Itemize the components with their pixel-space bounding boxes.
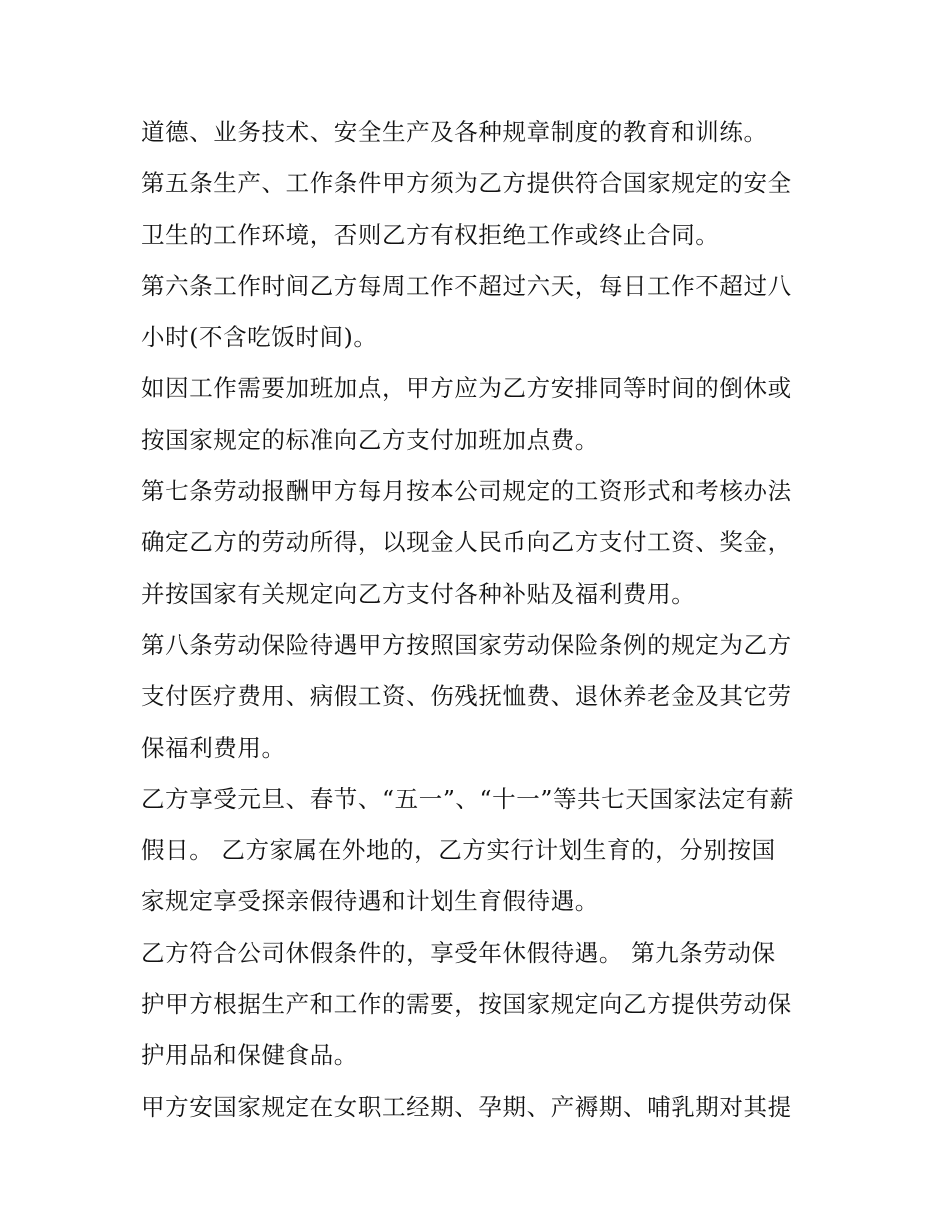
text-line-3: 卫生的工作环境，否则乙方有权拒绝工作或终止合同。 — [141, 220, 720, 249]
text-line-9: 确定乙方的劳动所得，以现金人民币向乙方支付工资、奖金， — [141, 528, 792, 557]
text-line-2: 第五条生产、工作条件甲方须为乙方提供符合国家规定的安全 — [141, 169, 792, 198]
text-line-8: 第七条劳动报酬甲方每月按本公司规定的工资形式和考核办法 — [141, 477, 792, 506]
text-line-19: 护用品和保健食品。 — [141, 1041, 358, 1070]
text-line-14: 乙方享受元旦、春节、“五一”、“十一”等共七天国家法定有薪 — [141, 784, 794, 813]
document-body — [141, 107, 821, 1133]
text-line-15: 假日。 乙方家属在外地的，乙方实行计划生育的，分别按国 — [141, 836, 776, 865]
text-line-13: 保福利费用。 — [141, 733, 286, 762]
text-line-18: 护甲方根据生产和工作的需要，按国家规定向乙方提供劳动保 — [141, 990, 792, 1019]
text-line-17: 乙方符合公司休假条件的，享受年休假待遇。 第九条劳动保 — [141, 938, 776, 967]
text-line-1: 道德、业务技术、安全生产及各种规章制度的教育和训练。 — [141, 118, 768, 146]
text-line-5: 小时(不含吃饭时间)。 — [141, 323, 378, 352]
text-line-4: 第六条工作时间乙方每周工作不超过六天，每日工作不超过八 — [141, 271, 792, 300]
text-line-11: 第八条劳动保险待遇甲方按照国家劳动保险条例的规定为乙方 — [141, 630, 792, 659]
text-line-10: 并按国家有关规定向乙方支付各种补贴及福利费用。 — [141, 579, 696, 608]
text-line-20: 甲方安国家规定在女职工经期、孕期、产褥期、哺乳期对其提 — [141, 1092, 792, 1121]
text-line-12: 支付医疗费用、病假工资、伤残抚恤费、退休养老金及其它劳 — [141, 682, 792, 711]
text-line-16: 家规定享受探亲假待遇和计划生育假待遇。 — [141, 887, 599, 916]
text-line-6: 如因工作需要加班加点，甲方应为乙方安排同等时间的倒休或 — [141, 374, 792, 403]
text-line-7: 按国家规定的标准向乙方支付加班加点费。 — [141, 425, 599, 454]
